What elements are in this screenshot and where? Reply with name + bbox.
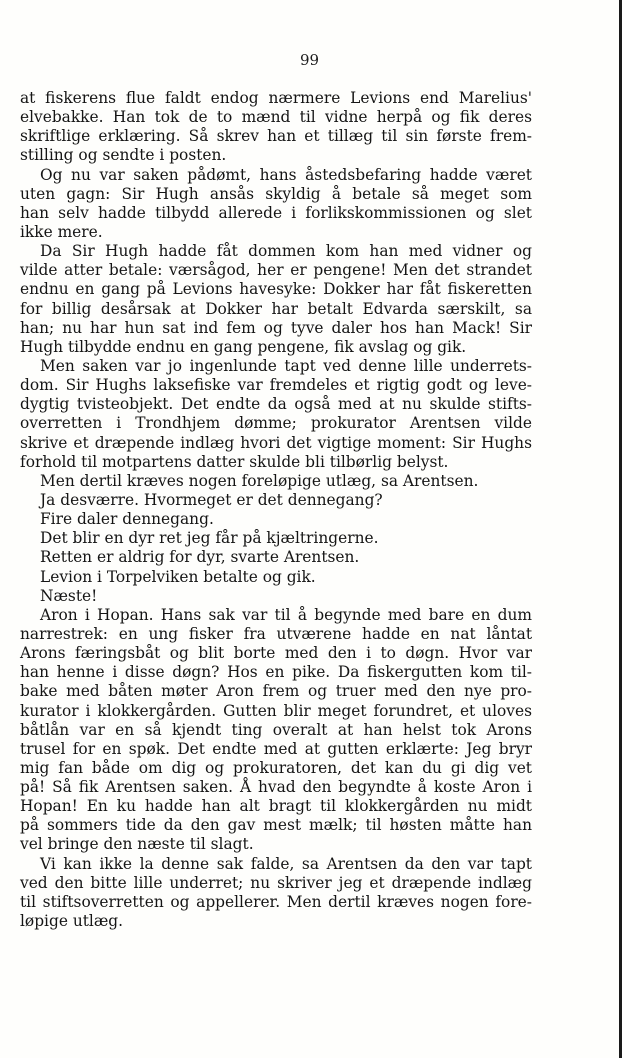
text-line: stilling og sendte i posten. (20, 146, 227, 165)
text-line: båtlån var en så kjendt ting overalt at han helst tok Arons (20, 720, 532, 739)
text-line: Retten er aldrig for dyr, svarte Arentsen. (40, 548, 360, 567)
text-line: vel bringe den næste til slagt. (20, 835, 254, 854)
text-line: Vi kan ikke la denne sak falde, sa Arentsen da den var tapt (40, 854, 532, 873)
text-line: Men saken var jo ingenlunde tapt ved denne lille underrets- (40, 356, 532, 375)
text-line: Da Sir Hugh hadde fåt dommen kom han med vidner og (40, 242, 532, 261)
text-line: trusel for en spøk. Det endte med at gutten erklærte: Jeg bryr (20, 739, 532, 758)
text-line: Hugh tilbydde endnu en gang pengene, fik avslag og gik. (20, 337, 467, 356)
text-line: for billig desårsak at Dokker har betalt Edvarda særskilt, sa (20, 299, 532, 318)
text-line: han henne i disse døgn? Hos en pike. Da fiskergutten kom til- (20, 663, 532, 682)
text-line: Levion i Torpelviken betalte og gik. (40, 567, 316, 586)
text-line: dom. Sir Hughs laksefiske var fremdeles et rigtig godt og leve- (20, 376, 532, 395)
text-line: narrestrek: en ung fisker fra utværene hadde en nat låntat (20, 624, 532, 643)
text-line: Det blir en dyr ret jeg får på kjæltringerne. (40, 529, 379, 548)
text-line: bake med båten møter Aron frem og truer med den nye pro- (20, 682, 532, 701)
text-line: han; nu har hun sat ind fem og tyve daler hos han Mack! Sir (20, 318, 532, 337)
text-line: Og nu var saken pådømt, hans åstedsbefaring hadde været (40, 165, 532, 184)
text-line: Men dertil kræves nogen foreløpige utlæg, sa Arentsen. (40, 471, 479, 490)
text-line: Næste! (40, 586, 98, 605)
text-line: dygtig tvisteobjekt. Det endte da også med at nu skulde stifts- (20, 395, 532, 414)
text-line: skriftlige erklæring. Så skrev han et tillæg til sin første frem- (20, 127, 532, 146)
text-line: Arons færingsbåt og blit borte med den i to døgn. Hvor var (20, 644, 532, 663)
text-line: ved den bitte lille underret; nu skriver jeg et dræpende indlæg (20, 873, 532, 892)
text-line: elvebakke. Han tok de to mænd til vidne herpå og fik deres (20, 108, 532, 127)
body-text (20, 89, 532, 931)
text-line: overretten i Trondhjem dømme; prokurator Arentsen vilde (20, 414, 532, 433)
page-number: 99 (299, 51, 320, 69)
text-line: mig fan både om dig og prokuratoren, det kan du gi dig vet (20, 758, 532, 777)
text-line: endnu en gang på Levions havesyke: Dokker har fåt fiskeretten (20, 280, 532, 299)
text-line: at fiskerens flue faldt endog nærmere Levions end Marelius' (20, 89, 532, 107)
text-line: vilde atter betale: værsågod, her er pengene! Men det strandet (20, 261, 532, 280)
text-line: Aron i Hopan. Hans sak var til å begynde med bare en dum (40, 605, 532, 624)
text-line: kurator i klokkergården. Gutten blir meget forundret, et uloves (20, 701, 532, 720)
text-line: uten gagn: Sir Hugh ansås skyldig å betale så meget som (20, 184, 532, 203)
text-line: skrive et dræpende indlæg hvori det vigtige moment: Sir Hughs (20, 433, 532, 452)
text-line: til stiftsoverretten og appellerer. Men dertil kræves nogen fore- (20, 892, 532, 911)
text-line: ikke mere. (20, 222, 103, 241)
text-line: løpige utlæg. (20, 912, 124, 931)
text-line: han selv hadde tilbydd allerede i forlikskommissionen og slet (20, 203, 532, 222)
text-line: på! Så fik Arentsen saken. Å hvad den begyndte å koste Aron i (20, 778, 532, 797)
text-line: på sommers tide da den gav mest mælk; til høsten måtte han (20, 816, 532, 835)
text-line: Fire daler dennegang. (40, 510, 214, 529)
text-line: forhold til motpartens datter skulde bli tilbørlig belyst. (20, 452, 449, 471)
text-line: Hopan! En ku hadde han alt bragt til klokkergården nu midt (20, 797, 532, 816)
text-line: Ja desværre. Hvormeget er det dennegang? (40, 490, 383, 509)
